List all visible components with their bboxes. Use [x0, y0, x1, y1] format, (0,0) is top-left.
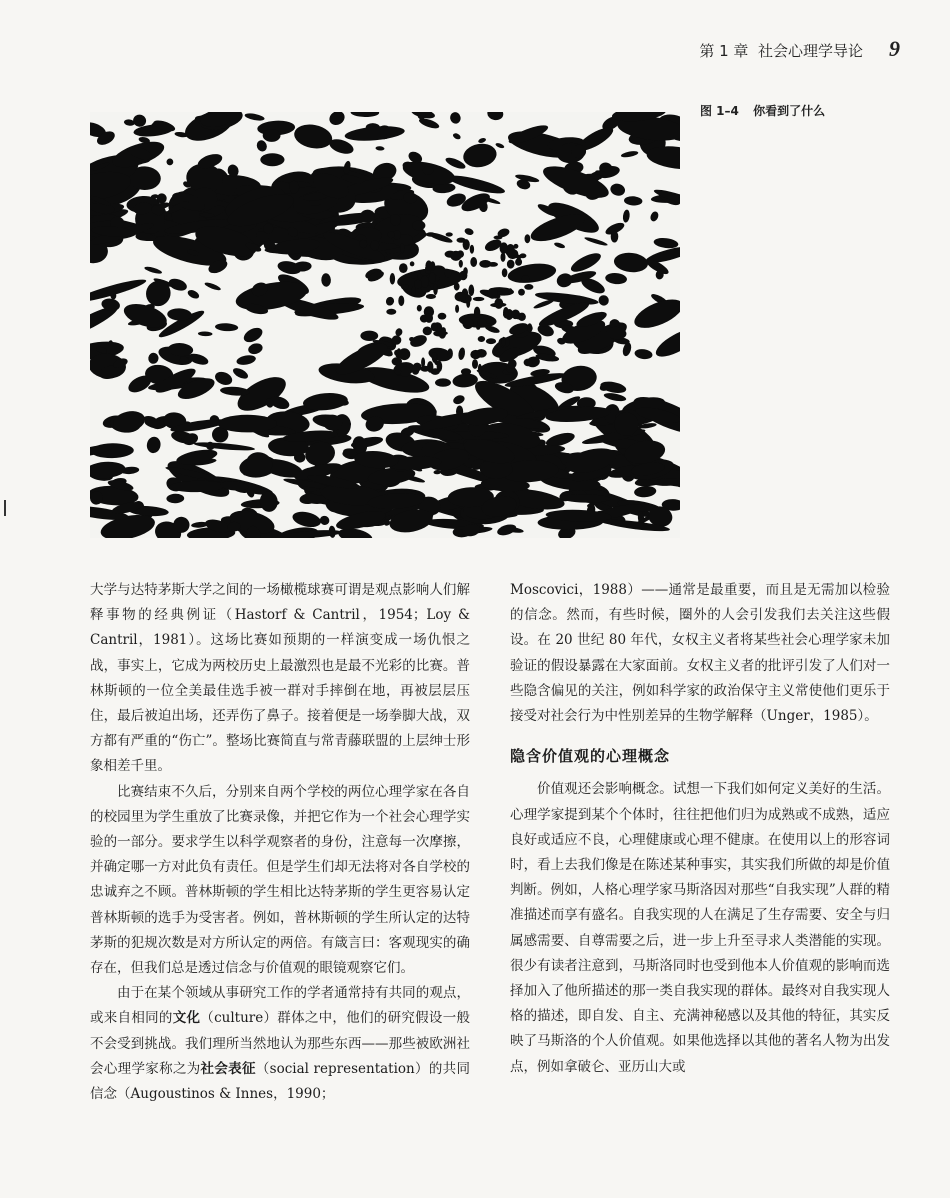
page-number: 9: [889, 36, 900, 61]
chapter-title: 社会心理学导论: [757, 42, 863, 60]
margin-mark: [4, 500, 6, 516]
paragraph: 价值观还会影响概念。试想一下我们如何定义美好的生活。心理学家提到某个个体时，往往把他们归为成熟或不成熟，适应良好或适应不良，心理健康或心理不健康。在使用以上的形容词时，看上去我们像是在陈述某种事实，其实我们所做的却是价值判断。例如，人格心理学家马斯洛因对那些“自我实现”人群的精准描述而享有盛名。自我实现的人在满足了生存需要、安全与归属感需要、自尊需要之后，进一步上升至寻求人类潜能的实现。很少有读者注意到，马斯洛同时也受到他本人价值观的影响而选择加入了他所描述的那一类自我实现的群体。最终对自我实现人格的描述，即自发、自主、充满神秘感以及其他的特征，其实反映了马斯洛的个人价值观。如果他选择以其他的著名人物为出发点，例如拿破仑、亚历山大或: [510, 781, 890, 1075]
figure-image-dalmatian: [90, 112, 680, 538]
figure-number: 图 1–4: [700, 104, 739, 118]
figure-caption: [700, 102, 900, 119]
paragraph-text: 由于在某个领域从事研究工作的学者通常持有共同的观点，或来自相同的: [90, 985, 470, 1027]
paragraph: [90, 981, 470, 1107]
chapter-label: [699, 40, 863, 61]
section-heading: 隐含价值观的心理概念: [510, 747, 671, 766]
paragraph: Moscovici，1988）——通常是最重要，而且是无需加以检验的信念。然而，有些时候，圈外的人会引发我们去关注这些假设。在 20 世纪 80 年代，女权主义者将某些社会心理学家未加验证的假设暴露在大家面前。女权主义者的批评引发了人们对一些隐含偏见的关注，例如科学家的政治保守主义常使他们更乐于接受对社会行为中性别差异的生物学解释（Unger，1985）。: [510, 582, 890, 725]
running-head: [600, 36, 900, 62]
key-term: 社会表征: [200, 1060, 256, 1077]
left-column: [90, 578, 470, 1107]
paragraph-text: （social representation）的共同信念（Augoustinos & Innes，1990；: [90, 1060, 471, 1103]
dalmatian-illusion-graphic: [90, 112, 680, 538]
paragraph: 比赛结束不久后，分别来自两个学校的两位心理学家在各自的校园里为学生重放了比赛录像，并把它作为一个社会心理学实验的一部分。要求学生以科学观察者的身份，注意每一次摩擦，并确定哪一方对此负有责任。但是学生们却无法将对各自学校的忠诚弃之不顾。普林斯顿的学生相比达特茅斯的学生更容易认定普林斯顿的选手为受害者。例如，普林斯顿的学生所认定的达特茅斯的犯规次数是对方所认定的两倍。有箴言曰：客观现实的确存在，但我们总是透过信念与价值观的眼镜观察它们。: [90, 783, 470, 977]
chapter-number: 第 1 章: [699, 42, 749, 60]
paragraph: 大学与达特茅斯大学之间的一场橄榄球赛可谓是观点影响人们解释事物的经典例证（Hastorf & Cantril，1954；Loy & Cantril，1981）。这场比赛如预期的一样演变成一场仇恨之战，事实上，它成为两校历史上最激烈也是最不光彩的比赛。普林斯顿的一位全美最佳选手被一群对手摔倒在地，再被层层压住，最后被迫出场，还弄伤了鼻子。接着便是一场拳脚大战，双方都有严重的“伤亡”。整场比赛简直与常青藤联盟的上层绅士形象相差千里。: [90, 582, 470, 775]
paragraph-text: （culture）群体之中，他们的研究假设一般不会受到挑战。我们理所当然地认为那些东西——那些被欧洲社会心理学家称之为: [90, 1010, 471, 1077]
figure-caption-text: 你看到了什么: [753, 104, 826, 118]
right-column: [510, 578, 890, 1080]
key-term: 文化: [172, 1010, 201, 1027]
